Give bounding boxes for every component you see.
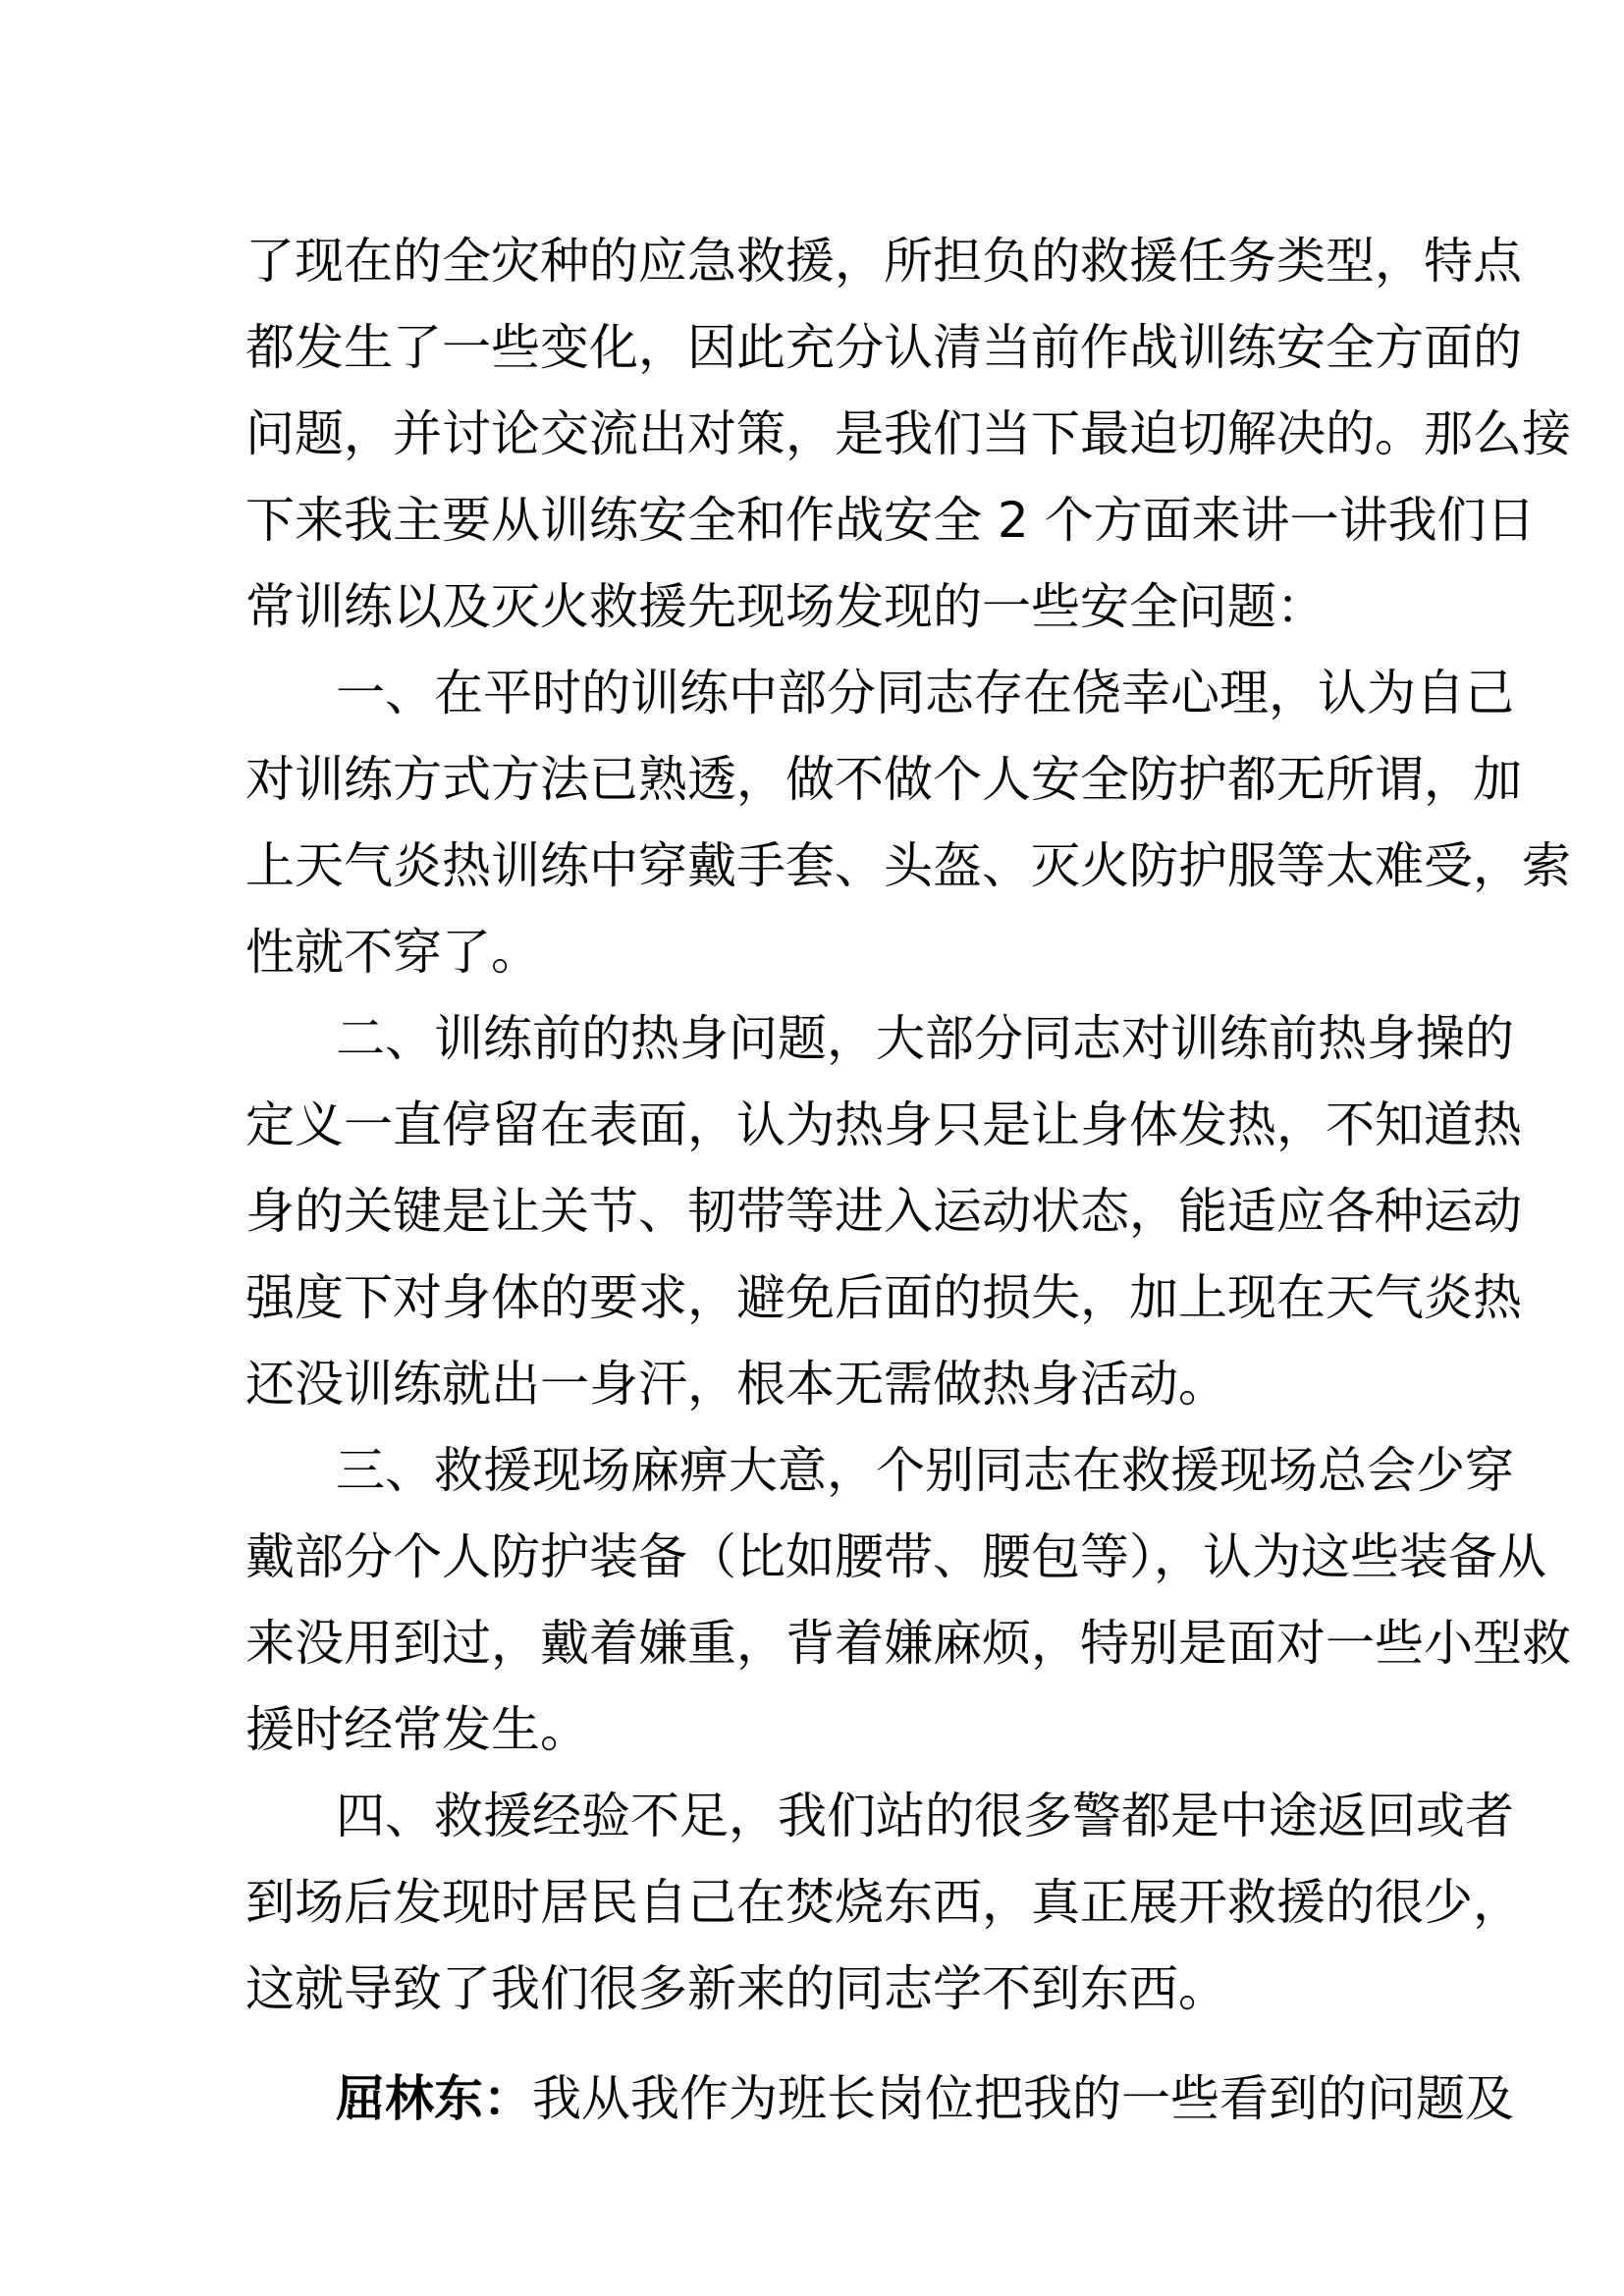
- speaker-name: 屈林东：: [336, 2070, 532, 2127]
- text-line: 上天气炎热训练中穿戴手套、头盔、灭火防护服等太难受，索: [245, 837, 1571, 894]
- text-line: 性就不穿了。: [245, 924, 540, 981]
- text-line: 问题，并讨论交流出对策，是我们当下最迫切解决的。那么接: [245, 405, 1571, 462]
- text-line: 这就导致了我们很多新来的同志学不到东西。: [245, 1960, 1227, 2017]
- text-line: 戴部分个人防护装备（比如腰带、腰包等），认为这些装备从: [245, 1528, 1546, 1585]
- paragraph-item-2: [245, 995, 1522, 1427]
- speaker-text: 我从我作为班长岗位把我的一些看到的问题及: [532, 2070, 1514, 2127]
- speaker-line: [245, 2056, 1514, 2142]
- paragraph-item-3: [245, 1427, 1571, 1773]
- text-line: 三、救援现场麻痹大意，个别同志在救援现场总会少穿: [336, 1442, 1514, 1499]
- text-line: 援时经常发生。: [245, 1701, 589, 1758]
- paragraph-gap: [245, 2032, 1394, 2056]
- text-line: 一、在平时的训练中部分同志存在侥幸心理，认为自己: [336, 665, 1514, 721]
- text-line: 都发生了一些变化，因此充分认清当前作战训练安全方面的: [245, 319, 1522, 376]
- text-line: 还没训练就出一身汗，根本无需做热身活动。: [245, 1356, 1227, 1413]
- paragraph-item-4: [245, 1773, 1522, 2032]
- paragraph-intro: [245, 218, 1571, 650]
- text-line: 下来我主要从训练安全和作战安全 2 个方面来讲一讲我们日: [245, 492, 1536, 549]
- text-line: 了现在的全灾种的应急救援，所担负的救援任务类型，特点: [245, 233, 1522, 290]
- text-line: 到场后发现时居民自己在焚烧东西，真正展开救援的很少，: [245, 1874, 1522, 1931]
- text-line: 四、救援经验不足，我们站的很多警都是中途返回或者: [336, 1788, 1514, 1844]
- speaker-paragraph: [245, 2056, 1514, 2142]
- text-line: 常训练以及灭火救援先现场发现的一些安全问题：: [245, 578, 1326, 635]
- text-line: 对训练方式方法已熟透，做不做个人安全防护都无所谓，加: [245, 751, 1522, 808]
- paragraph-item-1: [245, 650, 1571, 995]
- text-line: 二、训练前的热身问题，大部分同志对训练前热身操的: [336, 1010, 1514, 1067]
- document-page: [245, 218, 1571, 2142]
- text-line: 定义一直停留在表面，认为热身只是让身体发热，不知道热: [245, 1096, 1522, 1153]
- text-line: 来没用到过，戴着嫌重，背着嫌麻烦，特别是面对一些小型救: [245, 1615, 1571, 1672]
- text-line: 强度下对身体的要求，避免后面的损失，加上现在天气炎热: [245, 1269, 1522, 1326]
- text-line: 身的关键是让关节、韧带等进入运动状态，能适应各种运动: [245, 1183, 1522, 1240]
